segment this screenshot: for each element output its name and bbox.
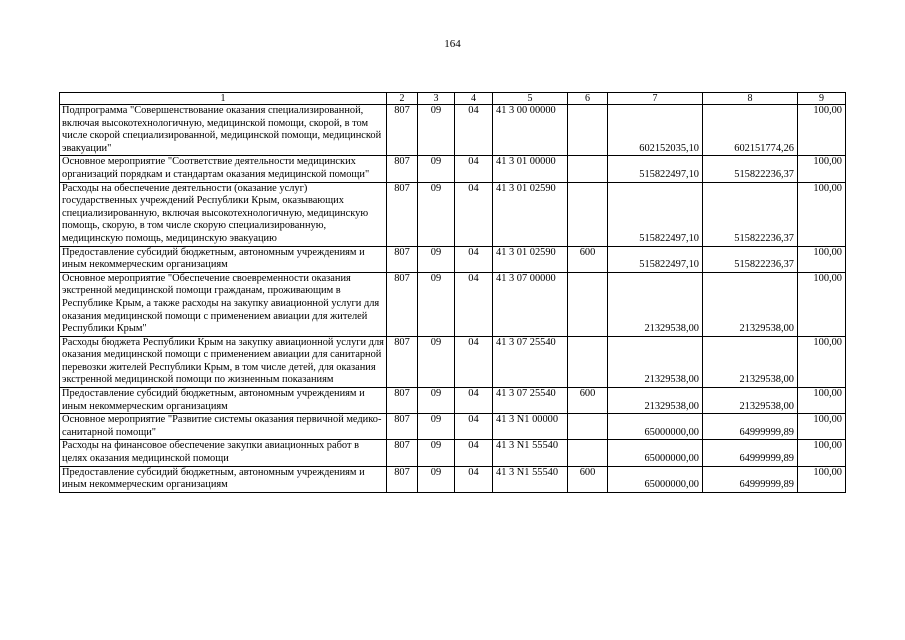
section-code: 09 xyxy=(418,156,455,182)
subsection-code: 04 xyxy=(455,466,493,492)
executed-amount: 64999999,89 xyxy=(703,414,798,440)
col-header-3: 3 xyxy=(418,93,455,105)
table-row xyxy=(60,246,846,272)
executed-amount: 21329538,00 xyxy=(703,388,798,414)
ministry-code: 807 xyxy=(387,440,418,466)
execution-percent: 100,00 xyxy=(798,440,846,466)
row-name: Основное мероприятие "Обеспечение своевременности оказания экстренной медицинской помощи гражданам, проживающим в Республике Крым, а также расходы на закупку авиационной услуги для оказания медицинской помощи с применением авиации для жителей Республики Крым" xyxy=(60,272,387,336)
expense-code xyxy=(568,336,608,387)
section-code: 09 xyxy=(418,388,455,414)
subsection-code: 04 xyxy=(455,105,493,156)
target-code: 41 3 07 25540 xyxy=(493,388,568,414)
ministry-code: 807 xyxy=(387,105,418,156)
col-header-8: 8 xyxy=(703,93,798,105)
execution-percent: 100,00 xyxy=(798,246,846,272)
target-code: 41 3 07 00000 xyxy=(493,272,568,336)
ministry-code: 807 xyxy=(387,272,418,336)
expense-code: 600 xyxy=(568,388,608,414)
table-row xyxy=(60,440,846,466)
plan-amount: 65000000,00 xyxy=(608,440,703,466)
execution-percent: 100,00 xyxy=(798,466,846,492)
plan-amount: 515822497,10 xyxy=(608,246,703,272)
target-code: 41 3 N1 55540 xyxy=(493,440,568,466)
expense-code xyxy=(568,182,608,246)
plan-amount: 602152035,10 xyxy=(608,105,703,156)
section-code: 09 xyxy=(418,414,455,440)
table-row xyxy=(60,272,846,336)
col-header-6: 6 xyxy=(568,93,608,105)
row-name: Предоставление субсидий бюджетным, автономным учреждениям и иным некоммерческим организациям xyxy=(60,388,387,414)
target-code: 41 3 N1 55540 xyxy=(493,466,568,492)
col-header-2: 2 xyxy=(387,93,418,105)
executed-amount: 602151774,26 xyxy=(703,105,798,156)
table-row xyxy=(60,105,846,156)
section-code: 09 xyxy=(418,272,455,336)
execution-percent: 100,00 xyxy=(798,414,846,440)
plan-amount: 21329538,00 xyxy=(608,336,703,387)
col-header-5: 5 xyxy=(493,93,568,105)
target-code: 41 3 00 00000 xyxy=(493,105,568,156)
ministry-code: 807 xyxy=(387,414,418,440)
subsection-code: 04 xyxy=(455,182,493,246)
section-code: 09 xyxy=(418,246,455,272)
expense-code: 600 xyxy=(568,466,608,492)
col-header-1: 1 xyxy=(60,93,387,105)
expense-code xyxy=(568,440,608,466)
subsection-code: 04 xyxy=(455,388,493,414)
subsection-code: 04 xyxy=(455,414,493,440)
col-header-7: 7 xyxy=(608,93,703,105)
budget-table xyxy=(59,92,846,493)
col-header-9: 9 xyxy=(798,93,846,105)
expense-code: 600 xyxy=(568,246,608,272)
subsection-code: 04 xyxy=(455,336,493,387)
section-code: 09 xyxy=(418,182,455,246)
table-row xyxy=(60,388,846,414)
expense-code xyxy=(568,156,608,182)
row-name: Подпрограмма "Совершенствование оказания специализированной, включая высокотехнологичную, медицинской помощи, скорой, в том числе скорой специализированной, медицинской помощи, медицинской эвакуации" xyxy=(60,105,387,156)
expense-code xyxy=(568,414,608,440)
row-name: Предоставление субсидий бюджетным, автономным учреждениям и иным некоммерческим организациям xyxy=(60,466,387,492)
row-name: Расходы на обеспечение деятельности (оказание услуг) государственных учреждений Республики Крым, оказывающих специализированную, включая высокотехнологичную, медицинскую помощь, скорую, в том числе скорую специализированную, медицинскую помощь, медицинскую эвакуацию xyxy=(60,182,387,246)
target-code: 41 3 N1 00000 xyxy=(493,414,568,440)
table-row xyxy=(60,182,846,246)
executed-amount: 515822236,37 xyxy=(703,182,798,246)
ministry-code: 807 xyxy=(387,182,418,246)
executed-amount: 64999999,89 xyxy=(703,466,798,492)
plan-amount: 65000000,00 xyxy=(608,414,703,440)
section-code: 09 xyxy=(418,466,455,492)
section-code: 09 xyxy=(418,105,455,156)
plan-amount: 515822497,10 xyxy=(608,156,703,182)
row-name: Расходы бюджета Республики Крым на закупку авиационной услуги для оказания медицинской помощи с применением авиации для санитарной перевозки жителей Республики Крым, в том числе детей, для оказания экстренной медицинской помощи по жизненным показаниям xyxy=(60,336,387,387)
col-header-4: 4 xyxy=(455,93,493,105)
execution-percent: 100,00 xyxy=(798,272,846,336)
executed-amount: 21329538,00 xyxy=(703,336,798,387)
subsection-code: 04 xyxy=(455,272,493,336)
expense-code xyxy=(568,272,608,336)
execution-percent: 100,00 xyxy=(798,182,846,246)
section-code: 09 xyxy=(418,336,455,387)
table-row xyxy=(60,414,846,440)
plan-amount: 515822497,10 xyxy=(608,182,703,246)
execution-percent: 100,00 xyxy=(798,156,846,182)
row-name: Расходы на финансовое обеспечение закупки авиационных работ в целях оказания медицинской помощи xyxy=(60,440,387,466)
row-name: Предоставление субсидий бюджетным, автономным учреждениям и иным некоммерческим организациям xyxy=(60,246,387,272)
executed-amount: 21329538,00 xyxy=(703,272,798,336)
ministry-code: 807 xyxy=(387,336,418,387)
execution-percent: 100,00 xyxy=(798,336,846,387)
header-row xyxy=(60,93,846,105)
executed-amount: 515822236,37 xyxy=(703,156,798,182)
target-code: 41 3 01 02590 xyxy=(493,246,568,272)
execution-percent: 100,00 xyxy=(798,388,846,414)
subsection-code: 04 xyxy=(455,440,493,466)
target-code: 41 3 07 25540 xyxy=(493,336,568,387)
page-number: 164 xyxy=(444,38,461,50)
execution-percent: 100,00 xyxy=(798,105,846,156)
subsection-code: 04 xyxy=(455,246,493,272)
executed-amount: 515822236,37 xyxy=(703,246,798,272)
plan-amount: 21329538,00 xyxy=(608,272,703,336)
target-code: 41 3 01 02590 xyxy=(493,182,568,246)
ministry-code: 807 xyxy=(387,156,418,182)
plan-amount: 21329538,00 xyxy=(608,388,703,414)
section-code: 09 xyxy=(418,440,455,466)
row-name: Основное мероприятие "Соответствие деятельности медицинских организаций порядкам и стандартам оказания медицинской помощи" xyxy=(60,156,387,182)
target-code: 41 3 01 00000 xyxy=(493,156,568,182)
table-row xyxy=(60,466,846,492)
ministry-code: 807 xyxy=(387,246,418,272)
table-row xyxy=(60,156,846,182)
ministry-code: 807 xyxy=(387,466,418,492)
row-name: Основное мероприятие "Развитие системы оказания первичной медико-санитарной помощи" xyxy=(60,414,387,440)
executed-amount: 64999999,89 xyxy=(703,440,798,466)
expense-code xyxy=(568,105,608,156)
ministry-code: 807 xyxy=(387,388,418,414)
plan-amount: 65000000,00 xyxy=(608,466,703,492)
table-row xyxy=(60,336,846,387)
subsection-code: 04 xyxy=(455,156,493,182)
